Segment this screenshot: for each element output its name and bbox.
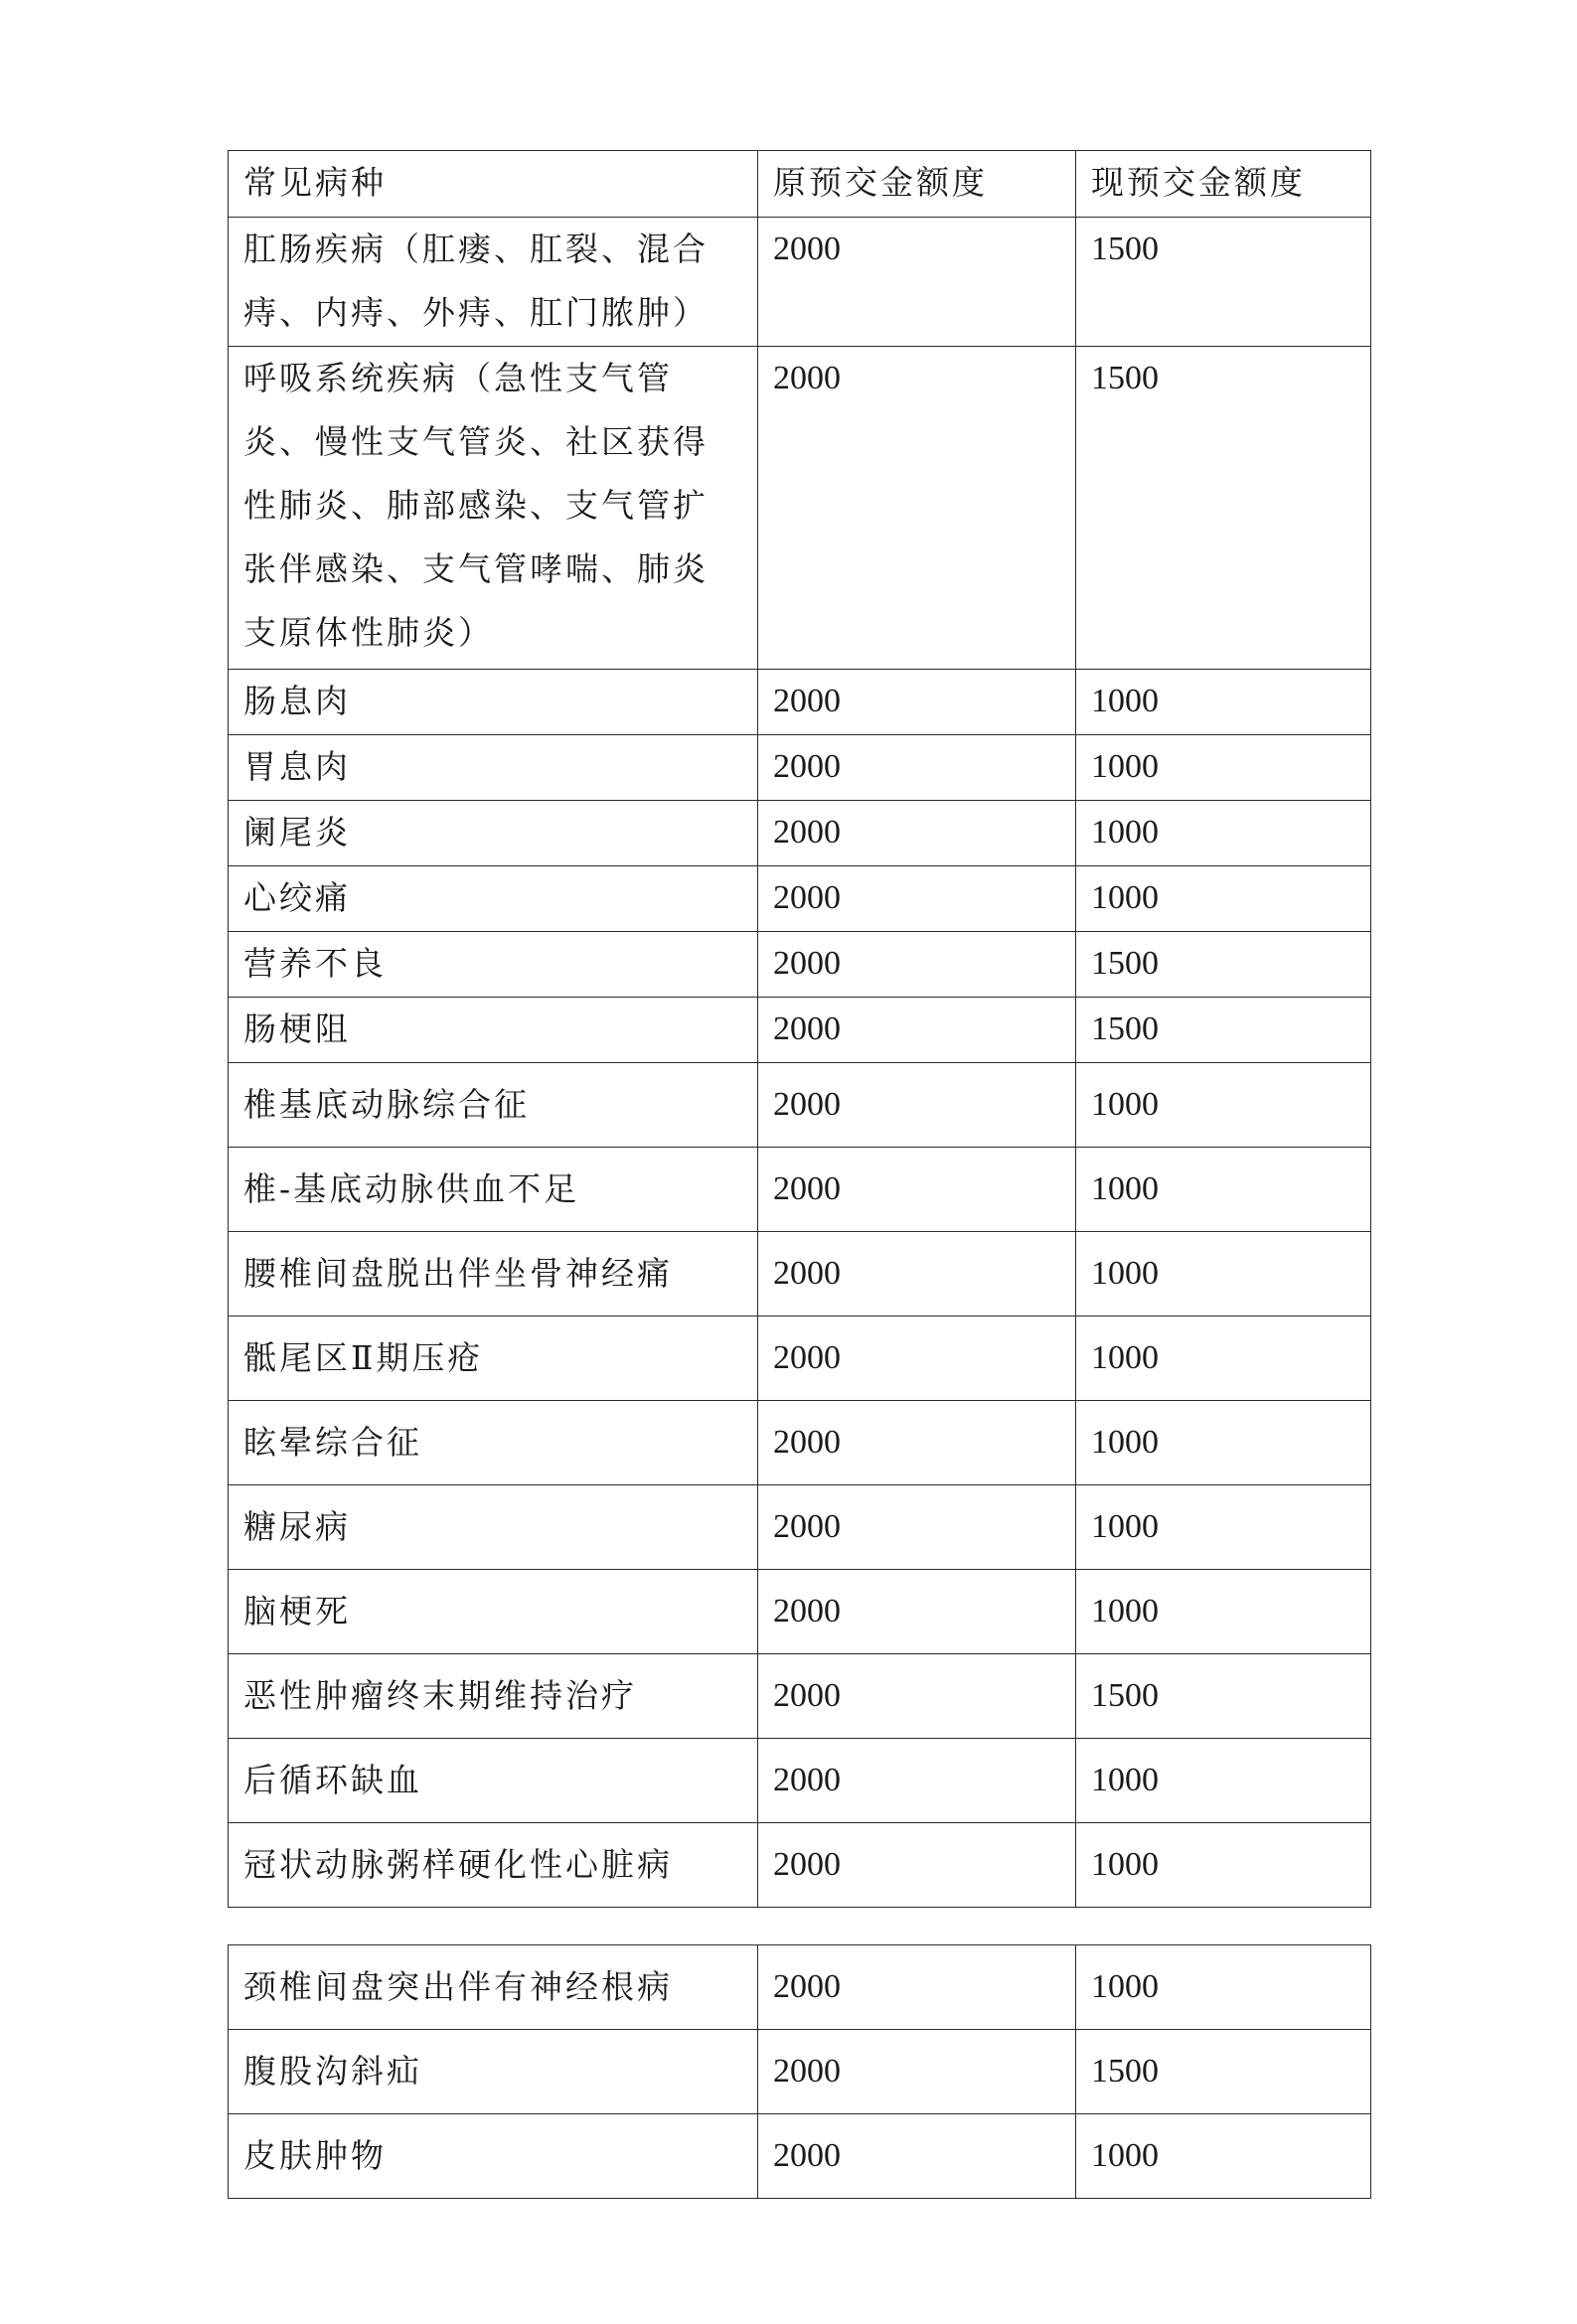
header-original-deposit: 原预交金额度 (758, 151, 1076, 218)
disease-cell: 冠状动脉粥样硬化性心脏病 (229, 1823, 758, 1908)
disease-cell: 脑梗死 (229, 1570, 758, 1654)
current-deposit-cell: 1000 (1076, 1232, 1371, 1317)
original-deposit-cell: 2000 (758, 2030, 1076, 2114)
current-deposit-cell: 1000 (1076, 1739, 1371, 1823)
table-row (229, 1739, 1371, 1823)
original-deposit-cell: 2000 (758, 347, 1076, 670)
current-deposit-cell: 1500 (1076, 218, 1371, 347)
original-deposit-cell: 2000 (758, 1232, 1076, 1317)
current-deposit-cell: 1000 (1076, 1485, 1371, 1570)
original-deposit-cell: 2000 (758, 1654, 1076, 1739)
original-deposit-cell: 2000 (758, 2114, 1076, 2199)
original-deposit-cell: 2000 (758, 866, 1076, 932)
table-row (229, 2030, 1371, 2114)
disease-cell: 腹股沟斜疝 (229, 2030, 758, 2114)
disease-cell: 肠息肉 (229, 670, 758, 735)
original-deposit-cell: 2000 (758, 1063, 1076, 1148)
disease-line: 肛肠疾病（肛瘘、肛裂、混合 (243, 230, 709, 268)
original-deposit-cell: 2000 (758, 1945, 1076, 2030)
header-current-deposit: 现预交金额度 (1076, 151, 1371, 218)
disease-line: 痔、内痔、外痔、肛门脓肿） (243, 293, 709, 332)
current-deposit-cell: 1000 (1076, 1401, 1371, 1485)
original-deposit-cell: 2000 (758, 735, 1076, 801)
original-deposit-cell: 2000 (758, 1485, 1076, 1570)
disease-cell: 营养不良 (229, 932, 758, 998)
disease-line: 呼吸系统疾病（急性支气管 (243, 359, 673, 397)
original-deposit-cell: 2000 (758, 1739, 1076, 1823)
table-row (229, 1063, 1371, 1148)
current-deposit-cell: 1500 (1076, 998, 1371, 1063)
table-row (229, 998, 1371, 1063)
table-row (229, 1823, 1371, 1908)
disease-cell: 恶性肿瘤终末期维持治疗 (229, 1654, 758, 1739)
disease-cell: 阑尾炎 (229, 801, 758, 866)
disease-cell: 腰椎间盘脱出伴坐骨神经痛 (229, 1232, 758, 1317)
current-deposit-cell: 1500 (1076, 932, 1371, 998)
current-deposit-cell: 1500 (1076, 347, 1371, 670)
disease-cell: 皮肤肿物 (229, 2114, 758, 2199)
current-deposit-cell: 1000 (1076, 670, 1371, 735)
original-deposit-cell: 2000 (758, 218, 1076, 347)
original-deposit-cell: 2000 (758, 1317, 1076, 1401)
original-deposit-cell: 2000 (758, 1148, 1076, 1232)
deposit-table-continued (228, 1944, 1371, 2199)
table-row (229, 1570, 1371, 1654)
table-row (229, 932, 1371, 998)
disease-cell (229, 218, 758, 347)
table-row (229, 1401, 1371, 1485)
table-row (229, 1654, 1371, 1739)
original-deposit-cell: 2000 (758, 998, 1076, 1063)
table-row (229, 1148, 1371, 1232)
table-row (229, 218, 1371, 347)
current-deposit-cell: 1000 (1076, 735, 1371, 801)
table-row (229, 347, 1371, 670)
table-row (229, 866, 1371, 932)
current-deposit-cell: 1000 (1076, 866, 1371, 932)
current-deposit-cell: 1000 (1076, 1570, 1371, 1654)
disease-line: 性肺炎、肺部感染、支气管扩 (243, 486, 709, 525)
table-row (229, 801, 1371, 866)
table-header-row (229, 151, 1371, 218)
disease-cell: 胃息肉 (229, 735, 758, 801)
original-deposit-cell: 2000 (758, 1570, 1076, 1654)
current-deposit-cell: 1000 (1076, 801, 1371, 866)
original-deposit-cell: 2000 (758, 801, 1076, 866)
current-deposit-cell: 1000 (1076, 1945, 1371, 2030)
current-deposit-cell: 1500 (1076, 1654, 1371, 1739)
disease-cell: 眩晕综合征 (229, 1401, 758, 1485)
original-deposit-cell: 2000 (758, 670, 1076, 735)
disease-line: 炎、慢性支气管炎、社区获得 (243, 422, 709, 461)
current-deposit-cell: 1000 (1076, 1063, 1371, 1148)
disease-cell (229, 347, 758, 670)
disease-cell: 骶尾区Ⅱ期压疮 (229, 1317, 758, 1401)
current-deposit-cell: 1000 (1076, 1823, 1371, 1908)
disease-cell: 糖尿病 (229, 1485, 758, 1570)
original-deposit-cell: 2000 (758, 1823, 1076, 1908)
disease-cell: 心绞痛 (229, 866, 758, 932)
disease-cell: 颈椎间盘突出伴有神经根病 (229, 1945, 758, 2030)
table-row (229, 735, 1371, 801)
header-disease: 常见病种 (229, 151, 758, 218)
disease-line: 张伴感染、支气管哮喘、肺炎 (243, 549, 709, 588)
current-deposit-cell: 1000 (1076, 1148, 1371, 1232)
disease-cell: 肠梗阻 (229, 998, 758, 1063)
current-deposit-cell: 1500 (1076, 2030, 1371, 2114)
table-row (229, 2114, 1371, 2199)
original-deposit-cell: 2000 (758, 932, 1076, 998)
table-row (229, 1317, 1371, 1401)
current-deposit-cell: 1000 (1076, 1317, 1371, 1401)
disease-line: 支原体性肺炎） (243, 613, 494, 652)
current-deposit-cell: 1000 (1076, 2114, 1371, 2199)
original-deposit-cell: 2000 (758, 1401, 1076, 1485)
table-row (229, 1485, 1371, 1570)
disease-cell: 椎-基底动脉供血不足 (229, 1148, 758, 1232)
deposit-table (228, 150, 1371, 1908)
disease-cell: 椎基底动脉综合征 (229, 1063, 758, 1148)
table-row (229, 1232, 1371, 1317)
table-row (229, 670, 1371, 735)
disease-cell: 后循环缺血 (229, 1739, 758, 1823)
table-row (229, 1945, 1371, 2030)
